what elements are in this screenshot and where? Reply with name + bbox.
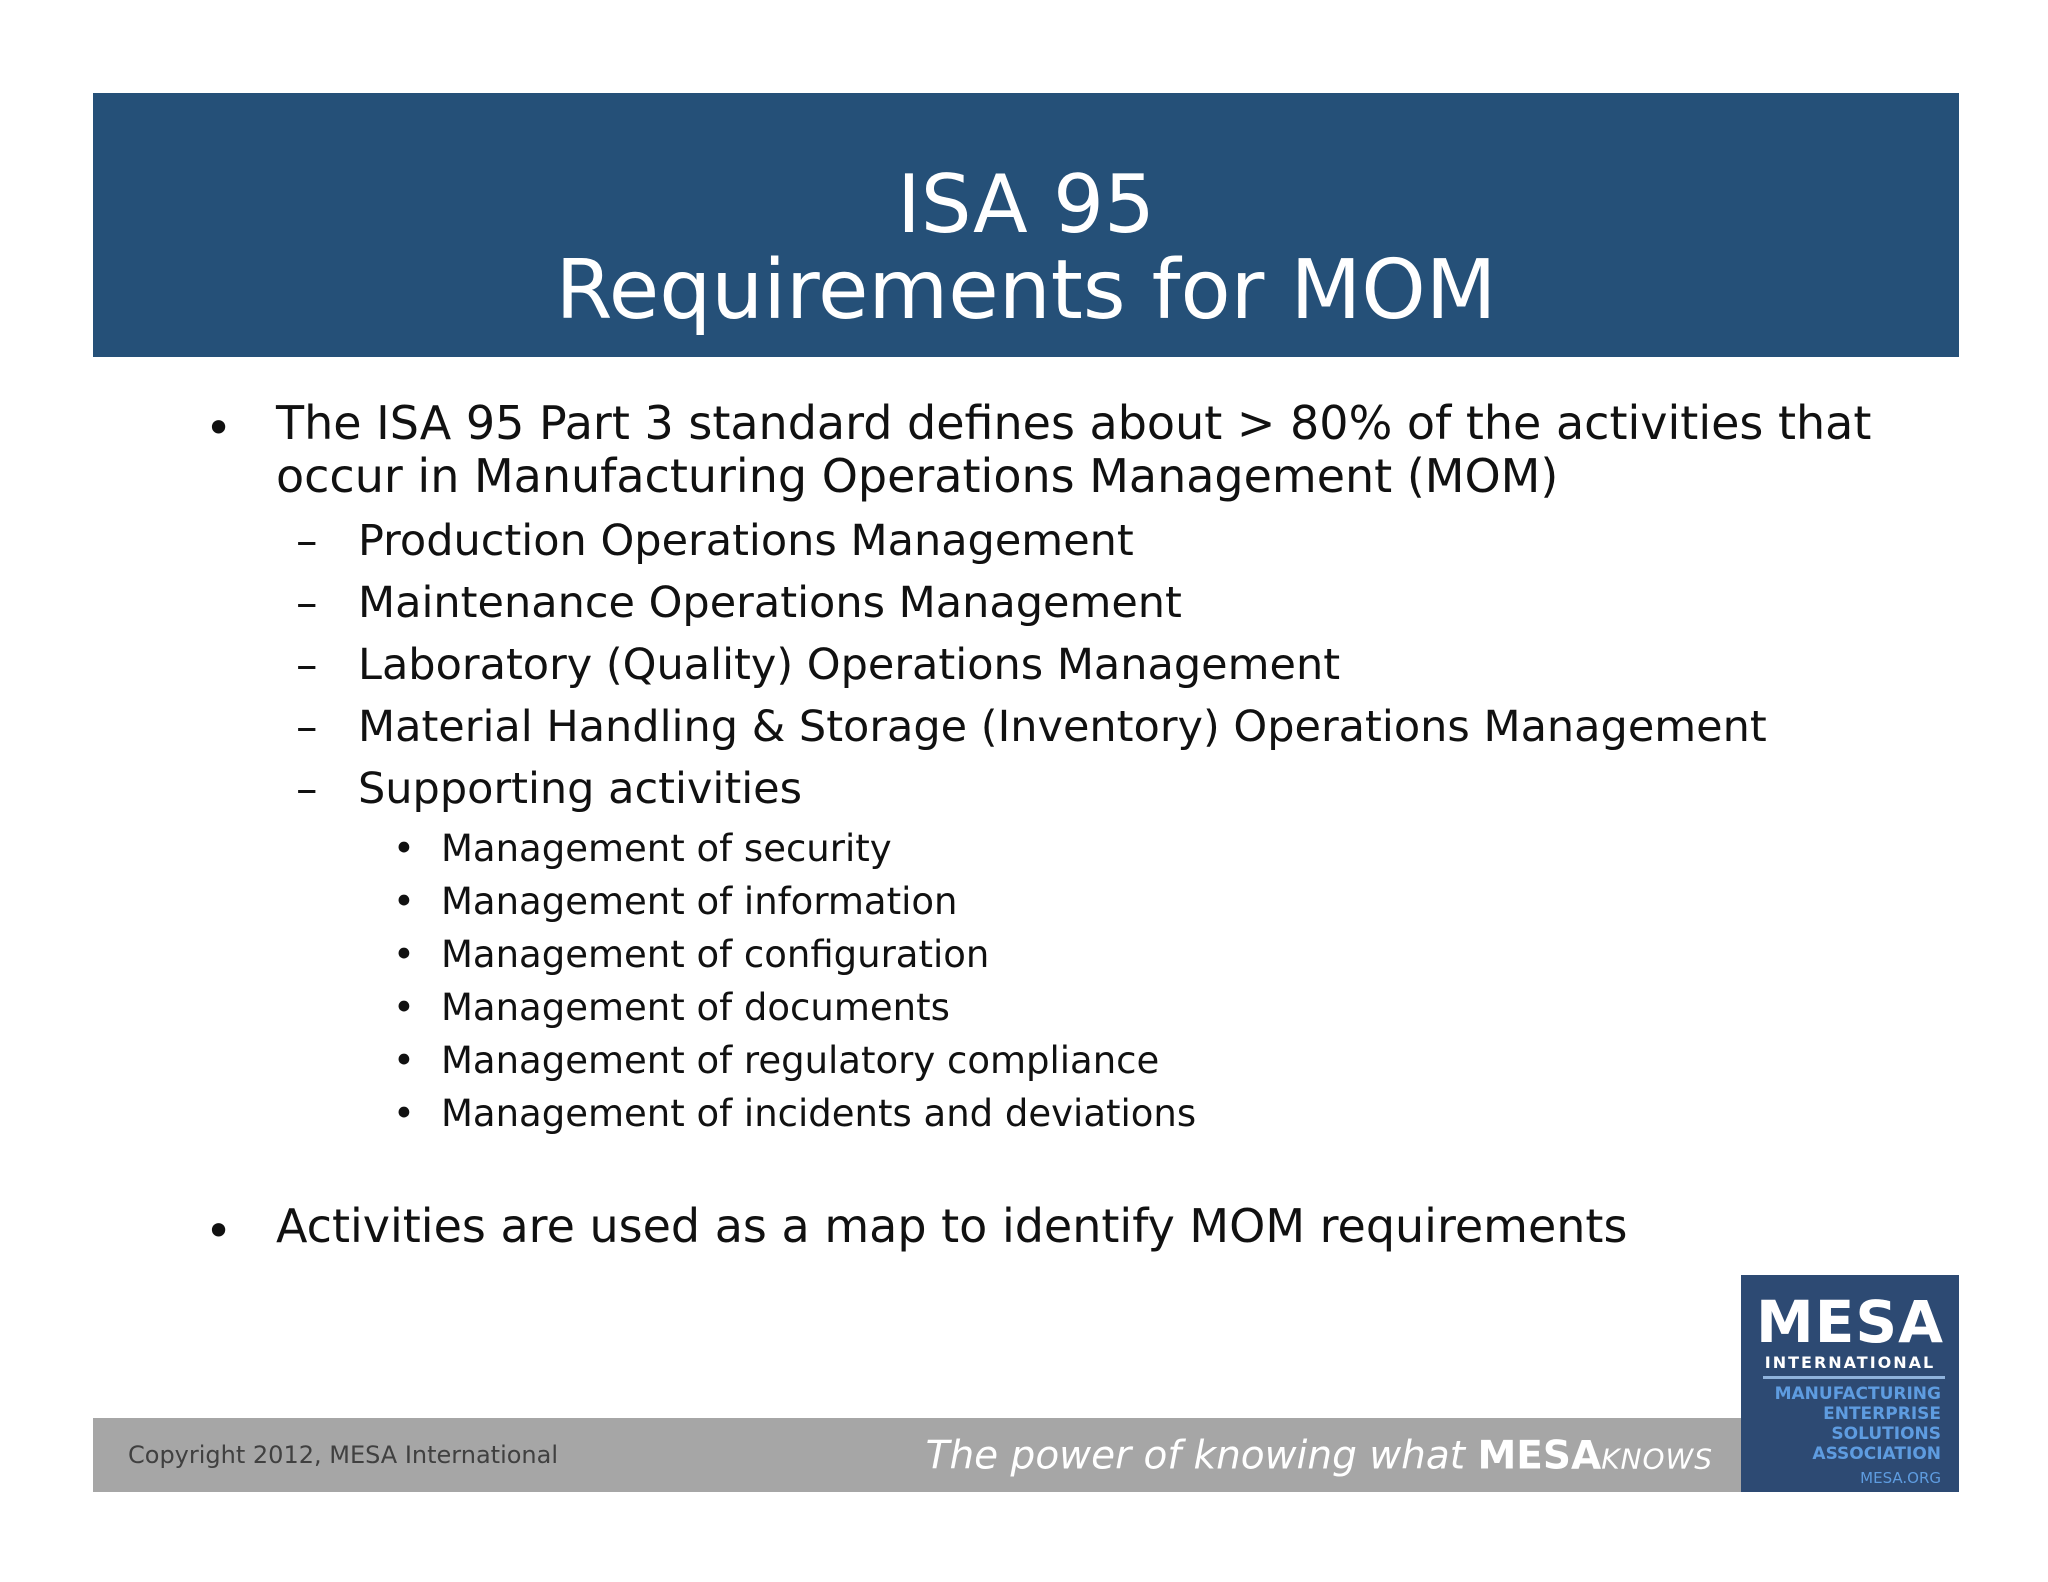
supporting-regulatory: Management of regulatory compliance [441, 1039, 1160, 1082]
logo-name: MESA [1756, 1288, 1944, 1356]
mesa-logo [1741, 1275, 1959, 1492]
subitem-material-handling: Material Handling & Storage (Inventory) Operations Management [358, 702, 1767, 752]
supporting-incidents: Management of incidents and deviations [441, 1092, 1197, 1135]
subitem-maintenance: Maintenance Operations Management [358, 578, 1182, 628]
logo-divider [1763, 1376, 1945, 1379]
bullet-marker: • [205, 1204, 233, 1258]
bullet-1-line-2: occur in Manufacturing Operations Management (MOM) [276, 449, 1559, 503]
dash-marker: – [296, 516, 318, 566]
logo-line-association: ASSOCIATION [1812, 1444, 1941, 1464]
sub-bullet-marker: • [393, 1092, 415, 1135]
supporting-documents: Management of documents [441, 986, 950, 1029]
copyright-text: Copyright 2012, MESA International [128, 1441, 559, 1469]
subitem-laboratory: Laboratory (Quality) Operations Management [358, 640, 1341, 690]
tagline-brand: MESA [1477, 1433, 1602, 1479]
logo-line-manufacturing: MANUFACTURING [1774, 1384, 1941, 1404]
sub-bullet-marker: • [393, 986, 415, 1029]
tagline-suffix: KNOWS [1601, 1442, 1713, 1476]
logo-line-solutions: SOLUTIONS [1831, 1424, 1941, 1444]
supporting-information: Management of information [441, 880, 958, 923]
dash-marker: – [296, 640, 318, 690]
sub-bullet-marker: • [393, 827, 415, 870]
logo-url: MESA.ORG [1860, 1469, 1941, 1487]
slide-title-line-2: Requirements for MOM [555, 243, 1497, 338]
bullet-1-line-1: The ISA 95 Part 3 standard defines about > 80% of the activities that [276, 396, 1872, 450]
logo-line-enterprise: ENTERPRISE [1823, 1404, 1941, 1424]
footer-bar [93, 1418, 1741, 1492]
supporting-configuration: Management of configuration [441, 933, 990, 976]
dash-marker: – [296, 702, 318, 752]
sub-bullet-marker: • [393, 1039, 415, 1082]
subitem-production: Production Operations Management [358, 516, 1134, 566]
logo-subtitle: INTERNATIONAL [1764, 1353, 1936, 1372]
slide-title-line-1: ISA 95 [897, 158, 1155, 251]
subitem-supporting: Supporting activities [358, 764, 803, 814]
tagline [926, 1434, 1713, 1479]
dash-marker: – [296, 578, 318, 628]
supporting-security: Management of security [441, 827, 892, 870]
tagline-prefix: The power of knowing what [925, 1433, 1478, 1479]
sub-bullet-marker: • [393, 880, 415, 923]
bullet-2-line-1: Activities are used as a map to identify MOM requirements [276, 1199, 1628, 1253]
sub-bullet-marker: • [393, 933, 415, 976]
dash-marker: – [296, 764, 318, 814]
bullet-marker: • [205, 401, 233, 455]
